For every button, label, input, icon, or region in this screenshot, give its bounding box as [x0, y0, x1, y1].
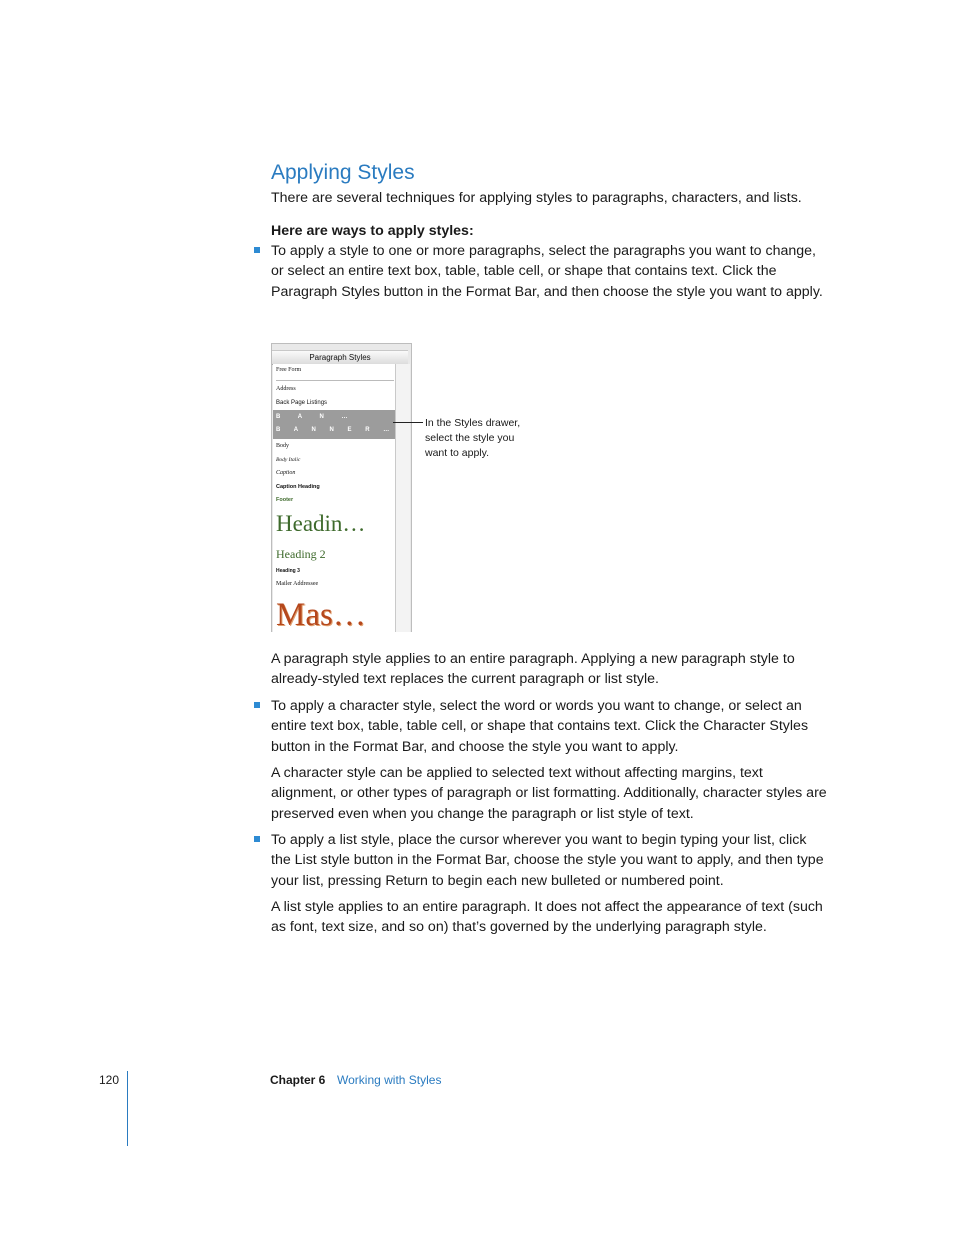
style-item-body[interactable]: Body: [276, 443, 290, 449]
style-item-caption-heading[interactable]: Caption Heading: [276, 484, 320, 490]
style-item-banner-selected[interactable]: [273, 410, 395, 439]
footer-chapter: Chapter 6: [270, 1073, 326, 1087]
bullet-text-paragraph-styles: To apply a style to one or more paragraphs, select the paragraphs you want to change, or select an entire text box, table, table cell, or shape that contains text. Click the Paragraph Styles button in the Format Bar, and then choose the style you want to apply.: [271, 243, 823, 300]
banner-label: B A N …: [276, 414, 356, 420]
lead-in-heading: Here are ways to apply styles:: [271, 223, 474, 239]
section-title: Applying Styles: [271, 161, 415, 184]
bullet-square-icon: [254, 247, 260, 253]
style-item-footer[interactable]: Footer: [276, 497, 294, 503]
bullet-text-list-styles: To apply a list style, place the cursor wherever you want to begin typing your list, click the List style button in the Format Bar, choose the style you want to apply, and then type your list, pressing Return to begin each new bulleted or numbered point.: [271, 832, 824, 889]
list-divider: [276, 380, 394, 381]
bullet-square-icon: [254, 836, 260, 842]
drawer-scrollbar[interactable]: [396, 364, 410, 632]
style-item-address[interactable]: Address: [276, 386, 296, 392]
footer-divider: [127, 1071, 128, 1146]
page-number: 120: [99, 1073, 120, 1087]
style-item-heading[interactable]: Headin…: [276, 511, 366, 536]
styles-drawer-screenshot: [271, 343, 412, 632]
bullet-text-character-styles: To apply a character style, select the word or words you want to change, or select an entire text box, table, table cell, or shape that contains text. Click the Character Styles button in the Format Bar, and choose the style you want to apply.: [271, 698, 809, 755]
style-item-body-italic[interactable]: Body Italic: [276, 457, 301, 463]
bullet-square-icon: [254, 702, 260, 708]
character-style-note: A character style can be applied to selected text without affecting margins, text alignment, or other types of paragraph or list formatting. Additionally, character styles are preserved even when you change the paragraph or list style of text.: [271, 765, 827, 822]
list-style-note: A list style applies to an entire paragraph. It does not affect the appearance of text (such as font, text size, and so on) that’s governed by the underlying paragraph style.: [271, 899, 823, 936]
style-item-heading-2[interactable]: Heading 2: [276, 547, 326, 561]
style-item-mas[interactable]: Mas…: [276, 597, 366, 632]
figure-callout: In the Styles drawer, select the style you want to apply.: [425, 417, 521, 459]
paragraph-style-note: A paragraph style applies to an entire paragraph. Applying a new paragraph style to already-styled text replaces the current paragraph or list style.: [271, 651, 795, 688]
footer-chapter-title: Working with Styles: [337, 1073, 442, 1087]
style-item-caption[interactable]: Caption: [276, 470, 296, 476]
intro-paragraph: There are several techniques for applying styles to paragraphs, characters, and lists.: [271, 190, 802, 206]
style-item-mailer[interactable]: Mailer Addressee: [276, 581, 319, 587]
style-item-heading-3[interactable]: Heading 3: [276, 568, 300, 574]
style-item-back-page[interactable]: Back Page Listings: [276, 400, 328, 406]
banner-label-2: B A N N E R …: [276, 427, 396, 433]
callout-leader-line: [393, 422, 423, 423]
drawer-header: Paragraph Styles: [272, 350, 408, 365]
style-item-free-form[interactable]: Free Form: [276, 367, 302, 373]
style-list: [273, 364, 396, 632]
